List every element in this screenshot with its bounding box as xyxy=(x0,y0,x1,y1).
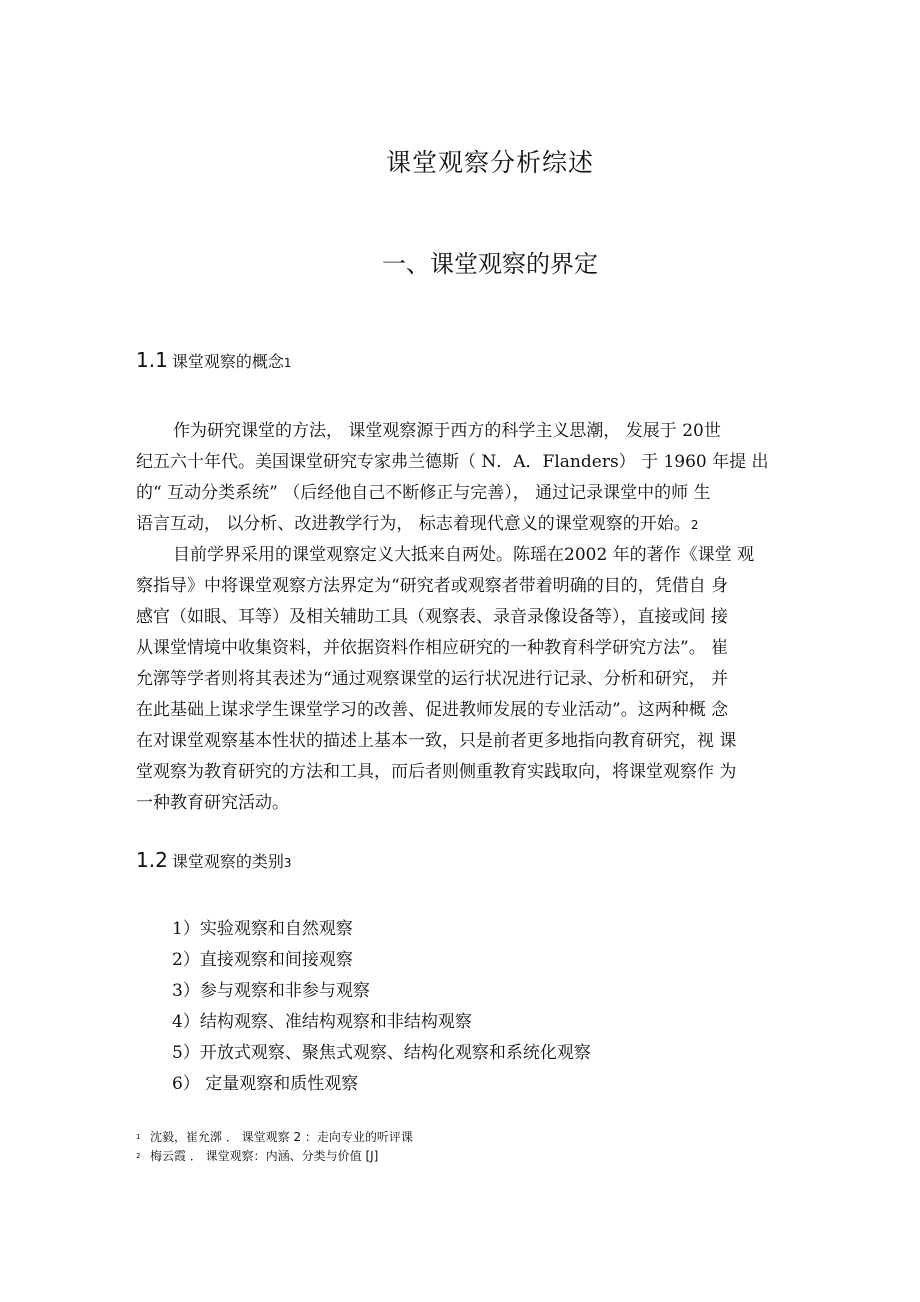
paragraph-line: 允漷等学者则将其表述为“通过观察课堂的运行状况进行记录、分析和研究， 并 xyxy=(136,669,729,689)
list-item: 2）直接观察和间接观察 xyxy=(172,950,353,970)
chapter-heading: 一、课堂观察的界定 xyxy=(382,250,598,278)
paragraph-line: 堂观察为教育研究的方法和工具，而后者则侧重教育实践取向，将课堂观察作 为 xyxy=(136,762,737,782)
document-title: 课堂观察分析综述 xyxy=(385,148,594,177)
list-item: 4）结构观察、准结构观察和非结构观察 xyxy=(172,1012,472,1032)
footnote-ref: 2 xyxy=(690,518,699,532)
paragraph-line: 作为研究课堂的方法， 课堂观察源于西方的科学主义思潮， 发展于 20世 xyxy=(173,421,721,441)
footnote-text: 梅云霞 ． 课堂观察：内涵、分类与价值 [J] xyxy=(150,1149,379,1163)
section-title: 课堂观察的概念 xyxy=(171,352,284,371)
paragraph-line: 一种教育研究活动。 xyxy=(136,793,289,813)
footnote xyxy=(136,1147,413,1166)
paragraph-line: 在对课堂观察基本性状的描述上基本一致，只是前者更多地指向教育研究，视 课 xyxy=(136,731,737,751)
footnotes xyxy=(136,1128,413,1166)
paragraph-concept-definitions xyxy=(136,540,790,819)
paragraph-line xyxy=(136,509,790,540)
section-title: 课堂观察的类别 xyxy=(171,852,284,871)
section-heading-1-1 xyxy=(136,348,291,372)
paragraph-line: 纪五六十年代。美国课堂研究专家弗兰德斯（ N．A．Flanders） 于 1960 年提 出 xyxy=(136,452,769,472)
footnote-ref: 1 xyxy=(283,356,292,370)
footnote xyxy=(136,1128,413,1147)
paragraph-line: 在此基础上谋求学生课堂学习的改善、促进教师发展的专业活动”。这两种概 念 xyxy=(136,700,729,720)
footnote-ref: 3 xyxy=(283,856,292,870)
list-item: 1）实验观察和自然观察 xyxy=(172,919,353,939)
paragraph-line-text: 语言互动， 以分析、改进教学行为， 标志着现代意义的课堂观察的开始。 xyxy=(136,514,691,534)
paragraph-line: 感官（如眼、耳等）及相关辅助工具（观察表、录音录像设备等），直接或间 接 xyxy=(136,607,728,627)
footnote-text: 沈毅，崔允漷 ． 课堂观察 2 ：走向专业的听评课 xyxy=(150,1130,413,1144)
list-item: 6） 定量观察和质性观察 xyxy=(172,1074,359,1094)
paragraph-line: 从课堂情境中收集资料，并依据资料作相应研究的一种教育科学研究方法”。 崔 xyxy=(136,638,729,658)
footnote-mark: 1 xyxy=(136,1133,141,1141)
observation-types-list xyxy=(172,914,591,1100)
list-item: 5）开放式观察、聚焦式观察、结构化观察和系统化观察 xyxy=(172,1043,591,1063)
paragraph-concept-origin xyxy=(136,416,790,540)
section-heading-1-2 xyxy=(136,848,291,872)
section-number: 1.2 xyxy=(136,848,168,872)
paragraph-line: 的“ 互动分类系统” （后经他自己不断修正与完善）， 通过记录课堂中的师 生 xyxy=(136,483,711,503)
section-number: 1.1 xyxy=(136,348,168,372)
paragraph-line: 目前学界采用的课堂观察定义大抵来自两处。陈瑶在2002 年的著作《课堂 观 xyxy=(173,545,755,565)
footnote-mark: 2 xyxy=(136,1152,141,1160)
paragraph-line: 察指导》中将课堂观察方法界定为“研究者或观察者带着明确的目的，凭借自 身 xyxy=(136,576,729,596)
list-item: 3）参与观察和非参与观察 xyxy=(172,981,370,1001)
